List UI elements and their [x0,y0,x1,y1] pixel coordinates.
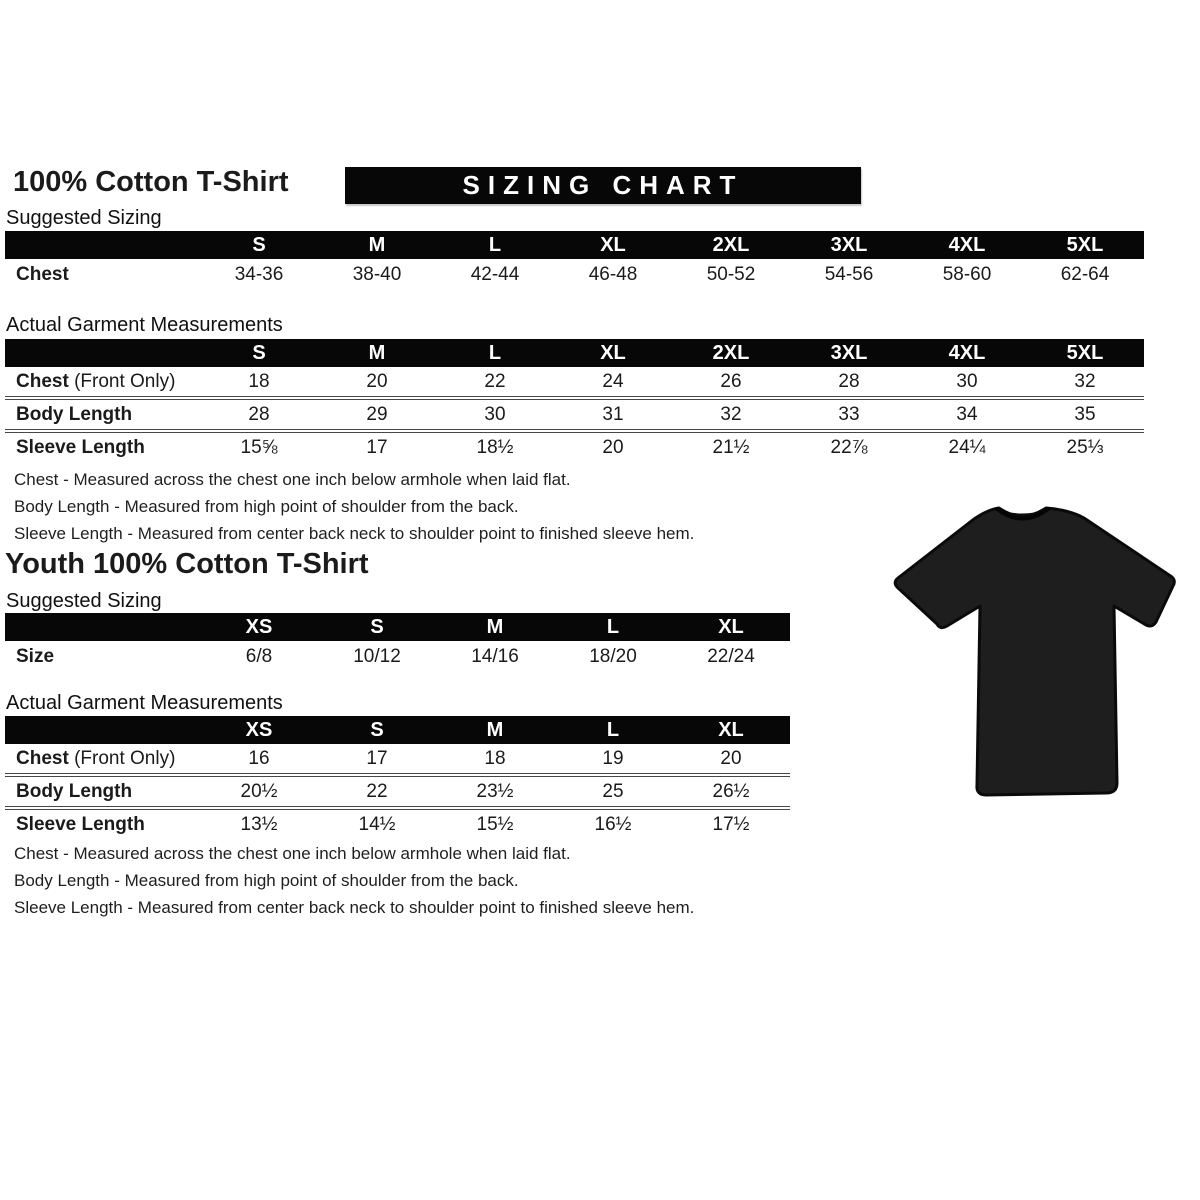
size-column-header: S [370,718,384,741]
shirt-body [895,508,1174,795]
row-label [5,814,200,836]
measurement-value: 22⅞ [830,436,868,458]
adult-actual-measurements-label: Actual Garment Measurements [6,314,283,336]
measurement-value: 28 [838,370,860,392]
table-row [5,773,790,806]
measurement-value: 35 [1074,403,1096,425]
table-row [5,367,1144,396]
measurement-value: 50-52 [706,263,756,285]
row-label [5,371,200,393]
row-label [5,437,200,459]
measurement-value: 54-56 [824,263,874,285]
size-column-header: L [488,233,502,256]
measurement-value: 33 [838,403,860,425]
measurement-value: 34-36 [234,263,284,285]
size-column-header: S [252,341,266,364]
note-chest: Chest - Measured across the chest one inch below armhole when laid flat. [14,470,571,489]
measurement-value: 23½ [476,780,514,802]
size-column-header: M [368,233,386,256]
row-label-bold: Size [16,645,55,667]
size-column-header: M [368,341,386,364]
youth-suggested-sizing-table [5,613,790,672]
measurement-value: 13½ [240,813,278,835]
measurement-value: 32 [720,403,742,425]
size-column-header: M [486,615,504,638]
youth-suggested-sizing-label: Suggested Sizing [6,590,162,612]
size-column-header: XS [245,718,273,741]
note-sleeve-length: Sleeve Length - Measured from center back neck to shoulder point to finished sleeve hem. [14,524,695,543]
size-column-header: M [486,718,504,741]
measurement-value: 20 [366,370,388,392]
measurement-value: 16½ [594,813,632,835]
measurement-value: 18 [248,370,270,392]
size-column-header: 3XL [830,233,868,256]
row-label-bold: Sleeve Length [16,436,145,458]
size-column-header: L [606,718,620,741]
measurement-value: 20 [720,747,742,769]
row-label [5,404,200,426]
measurement-value: 26 [720,370,742,392]
measurement-value: 24¼ [948,436,986,458]
measurement-value: 17½ [712,813,750,835]
measurement-value: 29 [366,403,388,425]
size-column-header: XL [600,341,626,364]
measurement-value: 20½ [240,780,278,802]
row-label [5,264,200,286]
youth-actual-measurements-table [5,716,790,839]
table-row [5,641,790,672]
measurement-value: 32 [1074,370,1096,392]
measurement-value: 38-40 [352,263,402,285]
size-column-header: S [252,233,266,256]
size-header-row [5,231,1144,259]
youth-actual-measurements-label: Actual Garment Measurements [6,692,283,714]
note-sleeve-length: Sleeve Length - Measured from center back neck to shoulder point to finished sleeve hem. [14,898,695,917]
size-column-header: S [370,615,384,638]
size-column-header: 2XL [712,341,750,364]
adult-measurement-notes [14,466,694,547]
table-row [5,744,790,773]
row-label-bold: Sleeve Length [16,813,145,835]
table-row [5,396,1144,429]
measurement-value: 28 [248,403,270,425]
measurement-value: 22/24 [707,645,755,667]
page-title: 100% Cotton T-Shirt [13,166,289,198]
measurement-value: 15½ [476,813,514,835]
size-column-header: L [606,615,620,638]
measurement-value: 17 [366,747,388,769]
size-column-header: 3XL [830,341,868,364]
row-label [5,781,200,803]
size-column-header: 4XL [948,233,986,256]
measurement-value: 25 [602,780,624,802]
size-column-header: 5XL [1066,341,1104,364]
note-body-length: Body Length - Measured from high point of shoulder from the back. [14,497,519,516]
measurement-value: 18 [484,747,506,769]
note-chest: Chest - Measured across the chest one inch below armhole when laid flat. [14,844,571,863]
measurement-value: 14½ [358,813,396,835]
row-label [5,646,200,668]
t-shirt-image [885,484,1185,814]
adult-suggested-sizing-table [5,231,1144,290]
measurement-value: 34 [956,403,978,425]
size-column-header: XS [245,615,273,638]
measurement-value: 30 [484,403,506,425]
measurement-value: 42-44 [470,263,520,285]
black-t-shirt-graphic [885,484,1185,814]
measurement-value: 14/16 [471,645,519,667]
measurement-value: 17 [366,436,388,458]
size-column-header: L [488,341,502,364]
row-label-bold: Chest [16,747,69,769]
note-body-length: Body Length - Measured from high point of shoulder from the back. [14,871,519,890]
measurement-value: 16 [248,747,270,769]
size-column-header: XL [600,233,626,256]
row-label-bold: Body Length [16,780,133,802]
adult-actual-measurements-table [5,339,1144,462]
size-column-header: 2XL [712,233,750,256]
table-row [5,806,790,839]
size-header-row [5,339,1144,367]
measurement-value: 22 [366,780,388,802]
measurement-value: 15⅝ [240,436,278,458]
measurement-value: 20 [602,436,624,458]
row-label [5,748,200,770]
measurement-value: 26½ [712,780,750,802]
measurement-value: 58-60 [942,263,992,285]
measurement-value: 18½ [476,436,514,458]
measurement-value: 46-48 [588,263,638,285]
measurement-value: 62-64 [1060,263,1110,285]
row-label-bold: Chest [16,370,69,392]
measurement-value: 6/8 [245,645,273,667]
table-row [5,259,1144,290]
measurement-value: 25⅓ [1066,436,1104,458]
row-label-suffix: (Front Only) [68,370,176,392]
size-column-header: 4XL [948,341,986,364]
size-column-header: XL [718,718,744,741]
sizing-chart-banner: SIZING CHART [345,167,861,204]
size-header-row [5,716,790,744]
measurement-value: 24 [602,370,624,392]
row-label-bold: Chest [16,263,69,285]
measurement-value: 10/12 [353,645,401,667]
size-column-header: 5XL [1066,233,1104,256]
measurement-value: 22 [484,370,506,392]
row-label-suffix: (Front Only) [68,747,176,769]
size-column-header: XL [718,615,744,638]
adult-suggested-sizing-label: Suggested Sizing [6,207,162,229]
youth-measurement-notes [14,840,694,921]
row-label-bold: Body Length [16,403,133,425]
measurement-value: 30 [956,370,978,392]
measurement-value: 21½ [712,436,750,458]
measurement-value: 19 [602,747,624,769]
measurement-value: 18/20 [589,645,637,667]
table-row [5,429,1144,462]
measurement-value: 31 [602,403,624,425]
youth-page-title: Youth 100% Cotton T-Shirt [5,548,369,580]
size-header-row [5,613,790,641]
